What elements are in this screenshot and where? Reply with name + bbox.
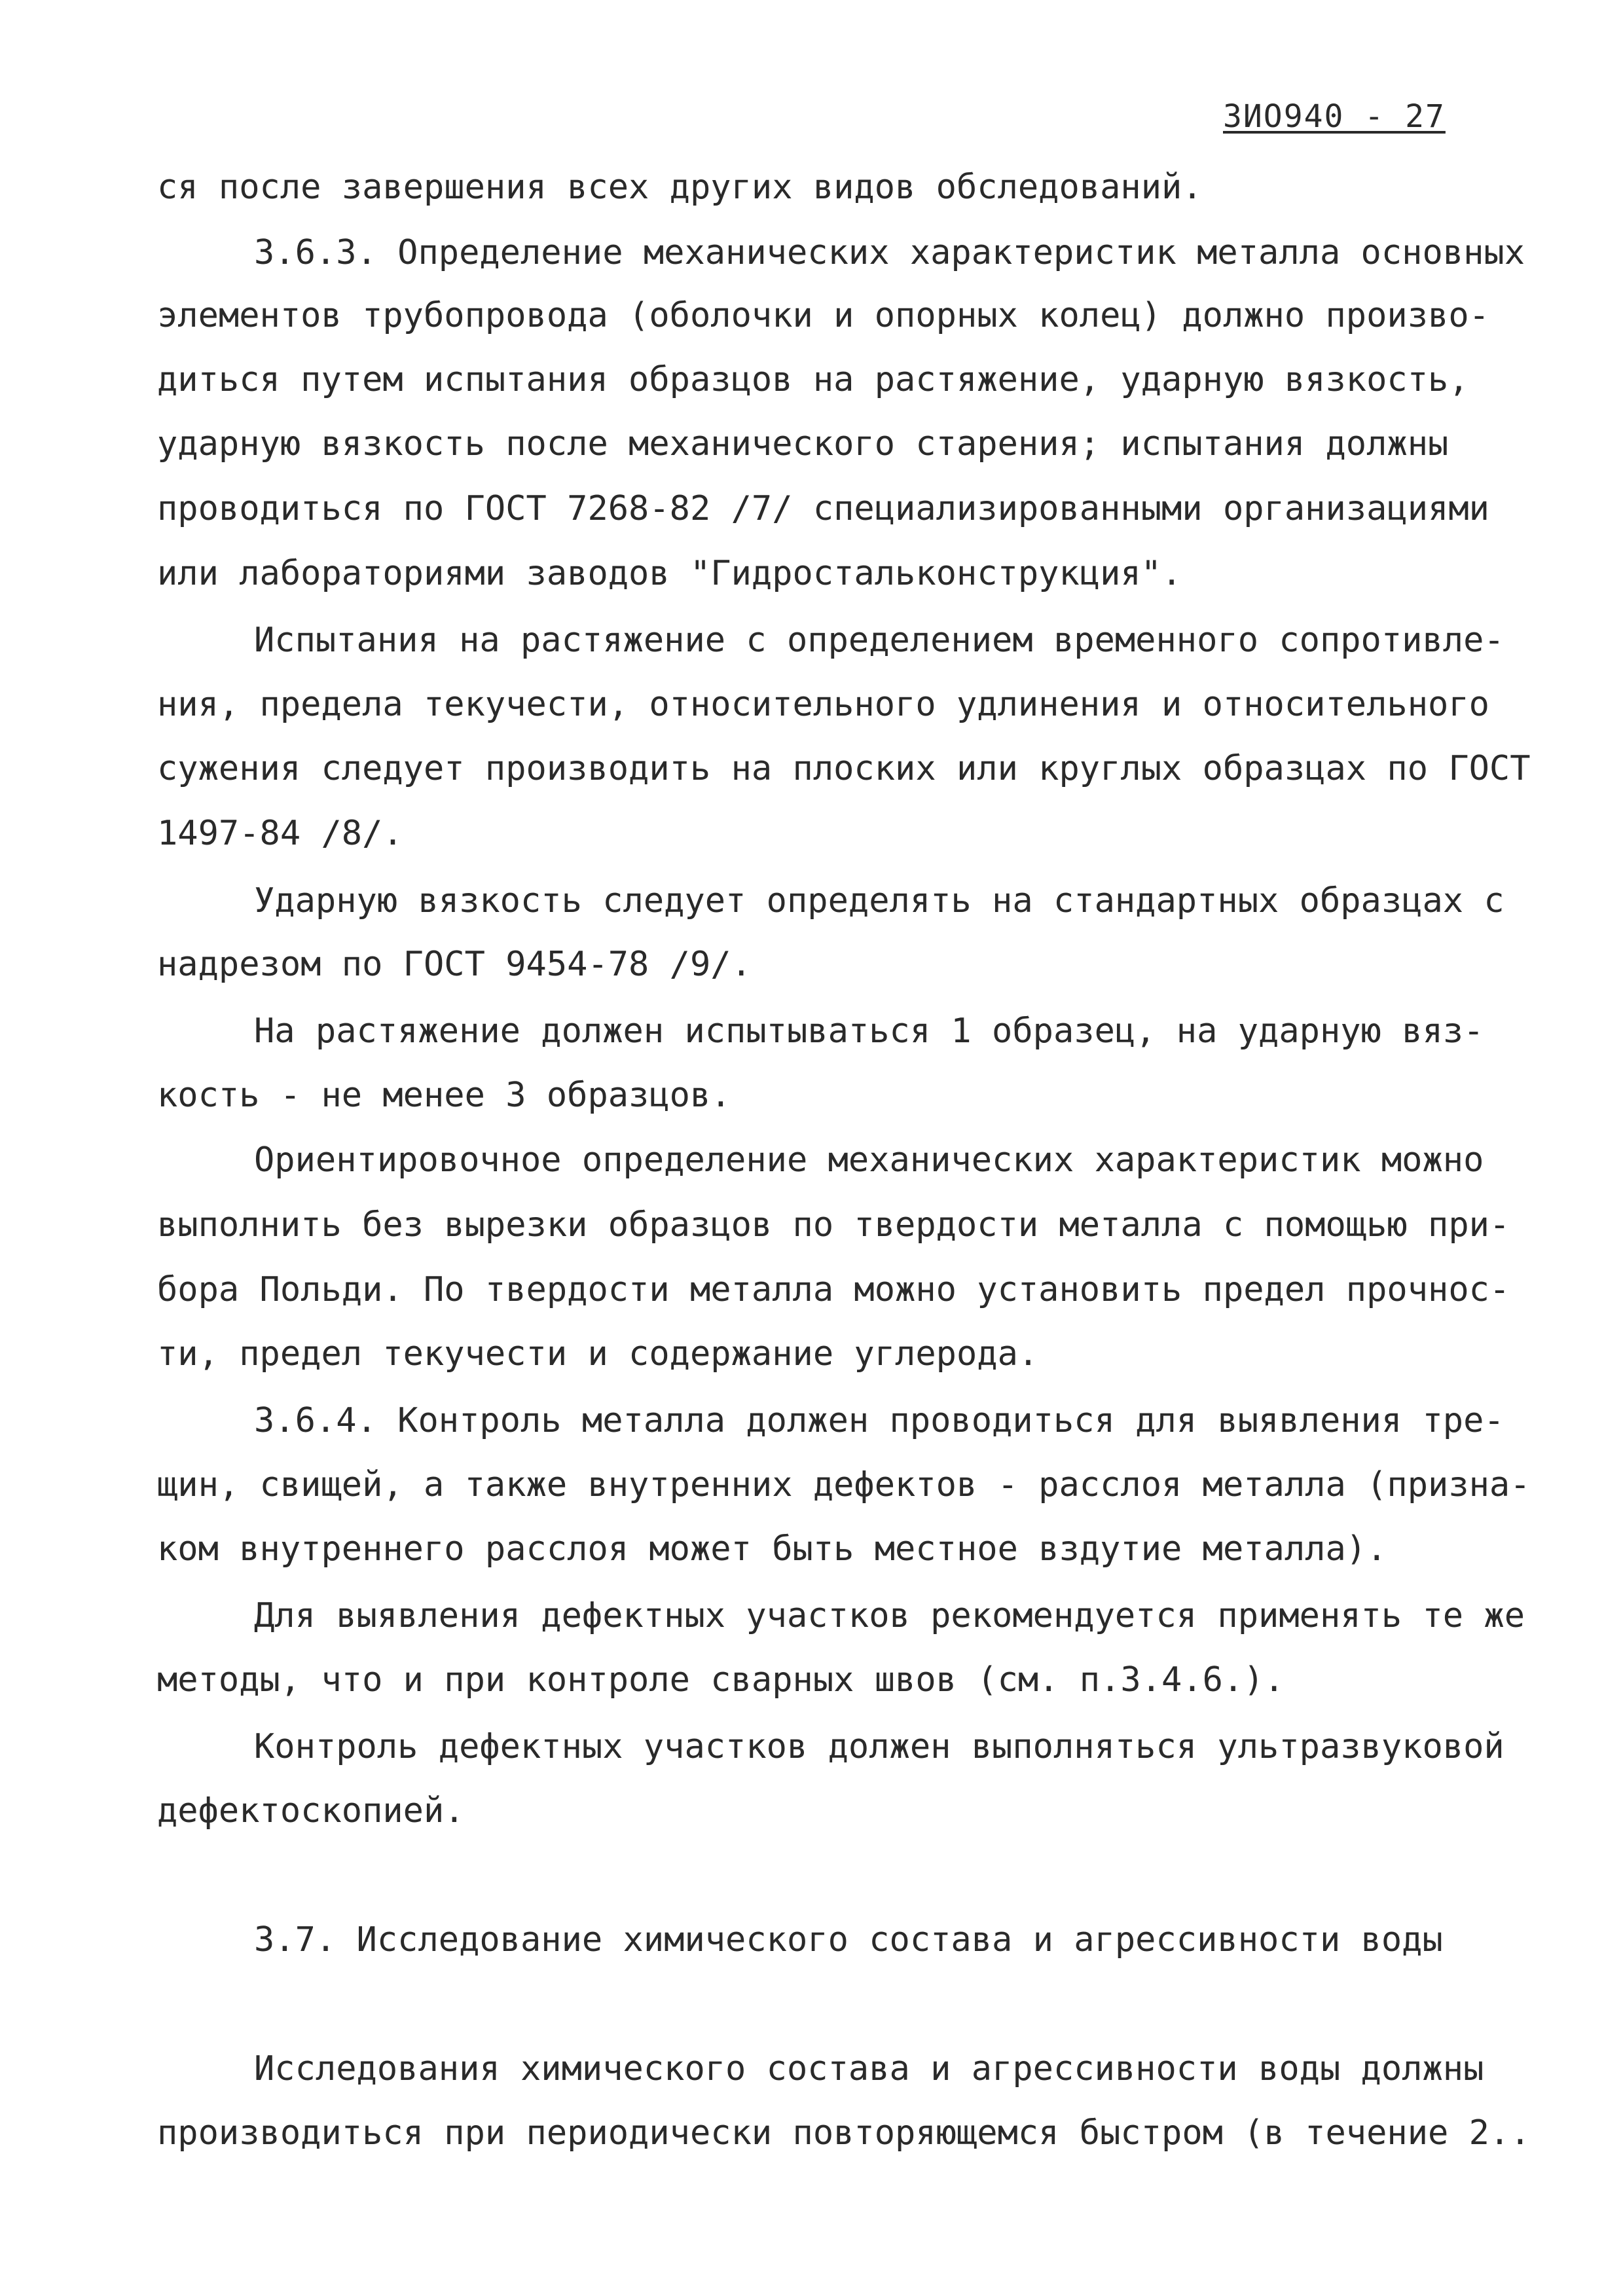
text-line: Для выявления дефектных участков рекомендуется применять те же [254, 1596, 1525, 1635]
section-heading: 3.7. Исследование химического состава и агрессивности воды [254, 1920, 1443, 1959]
text-line: бора Польди. По твердости металла можно установить предел прочнос- [157, 1270, 1510, 1309]
text-line: ся после завершения всех других видов обследований. [157, 168, 1203, 207]
text-line: 1497-84 /8/. [157, 814, 403, 853]
text-line: На растяжение должен испытываться 1 образец, на ударную вяз- [254, 1011, 1484, 1051]
text-line: методы, что и при контроле сварных швов (см. п.3.4.6.). [157, 1660, 1285, 1700]
text-line: ком внутреннего расслоя может быть местное вздутие металла). [157, 1529, 1387, 1569]
text-line: Исследования химического состава и агрессивности воды должны [254, 2049, 1484, 2088]
text-line: 3.6.3. Определение механических характеристик металла основных [254, 233, 1525, 272]
text-line: Ударную вязкость следует определять на стандартных образцах с [254, 881, 1504, 920]
page-number: ЗИО940 - 27 [1223, 98, 1446, 135]
text-line: или лабораториями заводов "Гидростальконструкция". [157, 554, 1182, 593]
text-line: ния, предела текучести, относительного удлинения и относительного [157, 685, 1489, 724]
text-line: кость - не менее 3 образцов. [157, 1076, 731, 1115]
text-line: производиться при периодически повторяющемся быстром (в течение 2.. [157, 2113, 1531, 2153]
text-line: проводиться по ГОСТ 7268-82 /7/ специализированными организациями [157, 489, 1489, 528]
text-line: Испытания на растяжение с определением временного сопротивле- [254, 621, 1504, 660]
text-line: щин, свищей, а также внутренних дефектов - расслоя металла (призна- [157, 1465, 1531, 1504]
text-line: Контроль дефектных участков должен выполняться ультразвуковой [254, 1727, 1504, 1766]
text-line: выполнить без вырезки образцов по твердости металла с помощью при- [157, 1205, 1510, 1245]
text-line: сужения следует производить на плоских или круглых образцах по ГОСТ [157, 749, 1531, 788]
text-line: ударную вязкость после механического старения; испытания должны [157, 424, 1449, 464]
text-line: Ориентировочное определение механических характеристик можно [254, 1140, 1484, 1180]
text-line: ти, предел текучести и содержание углерода. [157, 1334, 1039, 1374]
text-line: надрезом по ГОСТ 9454-78 /9/. [157, 945, 752, 984]
text-line: диться путем испытания образцов на растяжение, ударную вязкость, [157, 360, 1469, 399]
text-line: дефектоскопией. [157, 1791, 465, 1831]
text-line: 3.6.4. Контроль металла должен проводиться для выявления тре- [254, 1401, 1504, 1440]
text-line: элементов трубопровода (оболочки и опорных колец) должно произво- [157, 296, 1489, 335]
